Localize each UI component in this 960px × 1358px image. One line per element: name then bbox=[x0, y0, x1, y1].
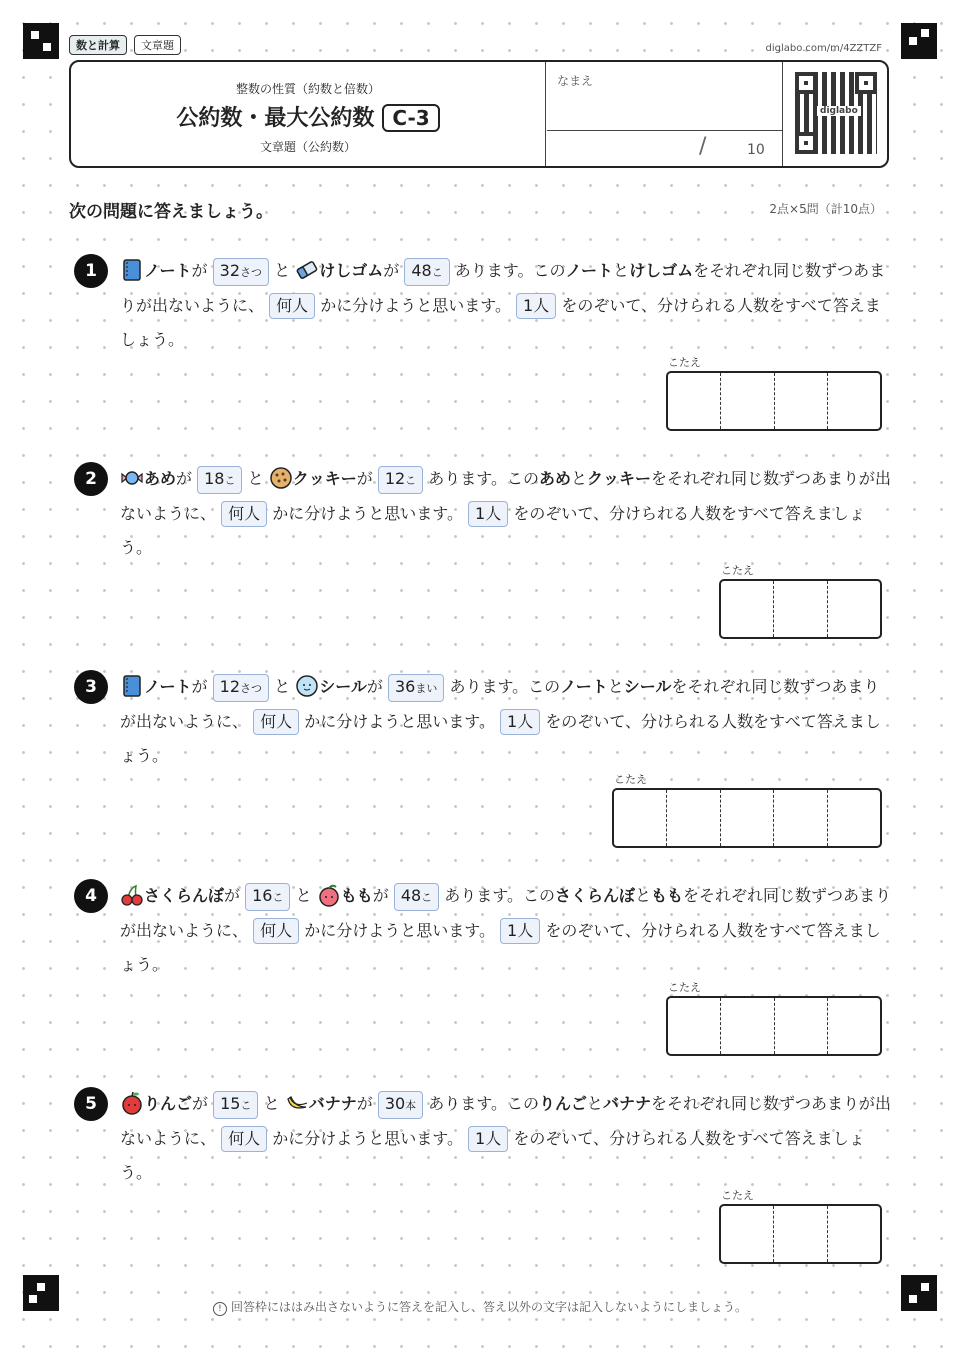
sticker-icon bbox=[295, 677, 319, 696]
answer-cell[interactable] bbox=[828, 373, 880, 429]
item2-name: バナナ bbox=[308, 1094, 357, 1113]
answer-cell[interactable] bbox=[775, 373, 828, 429]
notebook-icon bbox=[120, 677, 144, 696]
notebook-icon bbox=[120, 261, 144, 280]
question-box: 何人 bbox=[221, 1126, 267, 1152]
candy-icon bbox=[120, 469, 144, 488]
info-icon: ! bbox=[213, 1302, 227, 1316]
item2-quantity: 12こ bbox=[378, 466, 423, 494]
score-slash: / bbox=[699, 134, 707, 159]
item2-name: もも bbox=[340, 886, 373, 905]
item2-name: クッキー bbox=[292, 469, 357, 488]
answer-box[interactable] bbox=[666, 996, 882, 1056]
answer-cell[interactable] bbox=[721, 373, 774, 429]
item1-quantity: 15こ bbox=[213, 1091, 258, 1119]
item1-name: ノート bbox=[144, 677, 192, 696]
question-box: 何人 bbox=[269, 293, 315, 319]
answer-cell[interactable] bbox=[721, 998, 774, 1054]
item2-name: けしゴム bbox=[319, 261, 384, 280]
page-url[interactable]: diglabo.com/m/4ZZTZF bbox=[765, 43, 882, 54]
problem-text: あめが 18こ と クッキーが 12こ あります。このあめとクッキーをそれぞれ同じ数ずつあまりが出ないように、 何人 かに分けようと思います。 1人 をのぞいて、分けられる人数をすべて答えましょう。 bbox=[120, 462, 892, 566]
title-block bbox=[71, 62, 546, 166]
problem-text: りんごが 15こ と バナナが 30本 あります。このりんごとバナナをそれぞれ同じ数ずつあまりが出ないように、 何人 かに分けようと思います。 1人 をのぞいて、分けられる人数をすべて答えましょう。 bbox=[120, 1087, 892, 1191]
answer-cell[interactable] bbox=[774, 1206, 827, 1262]
answer-cell[interactable] bbox=[668, 998, 721, 1054]
footer-note: ! 回答枠にははみ出さないように答えを記入し、答え以外の文字は記入しないようにしましょう。 bbox=[0, 1298, 960, 1316]
item1-name: りんご bbox=[144, 1094, 193, 1113]
banana-icon bbox=[285, 1094, 309, 1113]
apple-icon bbox=[120, 1094, 144, 1113]
name-label: なまえ bbox=[557, 74, 594, 88]
question-box: 何人 bbox=[221, 501, 267, 527]
problem-text: さくらんぼが 16こ と ももが 48こ あります。このさくらんぼとももをそれぞれ同じ数ずつあまりが出ないように、 何人 かに分けようと思います。 1人 をのぞいて、分けられる人数をすべて答えましょう。 bbox=[120, 879, 892, 983]
instruction: 次の問題に答えましょう。 bbox=[69, 202, 273, 222]
points-info: 2点×5問（計10点） bbox=[769, 202, 882, 216]
problem-number: 4 bbox=[74, 879, 108, 913]
item2-quantity: 48こ bbox=[394, 883, 439, 911]
answer-cell[interactable] bbox=[774, 790, 827, 846]
item2-quantity: 30本 bbox=[378, 1091, 423, 1119]
item1-name: あめ bbox=[144, 469, 177, 488]
cherry-icon bbox=[120, 886, 144, 905]
qr-label: diglabo bbox=[817, 106, 861, 116]
answer-cell[interactable] bbox=[721, 581, 774, 637]
worksheet-kind: 文章題（公約数） bbox=[259, 140, 356, 154]
answer-box[interactable] bbox=[719, 579, 882, 639]
problem-number: 1 bbox=[74, 254, 108, 288]
cookie-icon bbox=[269, 469, 293, 488]
score-field[interactable] bbox=[547, 130, 782, 168]
page-title: 公約数・最大公約数 C-3 bbox=[71, 101, 545, 132]
item1-name: さくらんぼ bbox=[144, 886, 225, 905]
answer-cell[interactable] bbox=[828, 581, 880, 637]
eraser-icon bbox=[295, 261, 319, 280]
exclude-box: 1人 bbox=[500, 709, 540, 735]
item1-quantity: 12さつ bbox=[213, 674, 269, 702]
item2-quantity: 48こ bbox=[404, 258, 449, 286]
item1-name: ノート bbox=[144, 261, 192, 280]
qr-area bbox=[782, 62, 888, 166]
answer-cell[interactable] bbox=[828, 1206, 880, 1262]
corner-marker-top-left bbox=[23, 23, 59, 59]
answer-cell[interactable] bbox=[721, 1206, 774, 1262]
exclude-box: 1人 bbox=[468, 501, 508, 527]
category-tag: 数と計算 bbox=[69, 35, 127, 55]
answer-box[interactable] bbox=[612, 788, 882, 848]
worksheet-code: C-3 bbox=[382, 104, 439, 132]
answer-cell[interactable] bbox=[828, 998, 880, 1054]
question-box: 何人 bbox=[253, 709, 299, 735]
exclude-box: 1人 bbox=[516, 293, 556, 319]
exclude-box: 1人 bbox=[468, 1126, 508, 1152]
item1-quantity: 32さつ bbox=[213, 258, 269, 286]
answer-cell[interactable] bbox=[721, 790, 774, 846]
problem-number: 3 bbox=[74, 670, 108, 704]
answer-cell[interactable] bbox=[774, 581, 827, 637]
answer-box[interactable] bbox=[666, 371, 882, 431]
corner-marker-top-right bbox=[901, 23, 937, 59]
answer-cell[interactable] bbox=[614, 790, 667, 846]
problem-number: 2 bbox=[74, 462, 108, 496]
answer-box[interactable] bbox=[719, 1204, 882, 1264]
answer-cell[interactable] bbox=[775, 998, 828, 1054]
answer-cell[interactable] bbox=[668, 373, 721, 429]
problem-number: 5 bbox=[74, 1087, 108, 1121]
answer-cell[interactable] bbox=[828, 790, 880, 846]
answer-cell[interactable] bbox=[667, 790, 720, 846]
answer-label: こたえ bbox=[614, 773, 647, 786]
item2-name: シール bbox=[319, 677, 367, 696]
problem-text: ノートが 32さつ と けしゴムが 48こ あります。このノートとけしゴムをそれぞれ同じ数ずつあまりが出ないように、 何人 かに分けようと思います。 1人 をのぞいて、分けられる人数をすべて答えましょう。 bbox=[120, 254, 892, 358]
answer-label: こたえ bbox=[721, 564, 754, 577]
score-total: 10 bbox=[747, 142, 765, 158]
item2-quantity: 36まい bbox=[388, 674, 444, 702]
answer-label: こたえ bbox=[721, 1189, 754, 1202]
name-field[interactable] bbox=[547, 62, 782, 131]
item1-quantity: 18こ bbox=[197, 466, 242, 494]
qr-code-icon[interactable] bbox=[795, 72, 877, 154]
type-tag: 文章題 bbox=[134, 35, 181, 55]
answer-label: こたえ bbox=[668, 981, 701, 994]
question-box: 何人 bbox=[253, 918, 299, 944]
unit-subtitle: 整数の性質（約数と倍数） bbox=[235, 82, 380, 96]
answer-label: こたえ bbox=[668, 356, 701, 369]
peach-icon bbox=[317, 886, 341, 905]
exclude-box: 1人 bbox=[500, 918, 540, 944]
worksheet-header bbox=[69, 60, 889, 168]
item1-quantity: 16こ bbox=[245, 883, 290, 911]
problem-text: ノートが 12さつ と シールが 36まい あります。このノートとシールをそれぞれ同じ数ずつあまりが出ないように、 何人 かに分けようと思います。 1人 をのぞいて、分けられる人数をすべて答えましょう。 bbox=[120, 670, 892, 774]
